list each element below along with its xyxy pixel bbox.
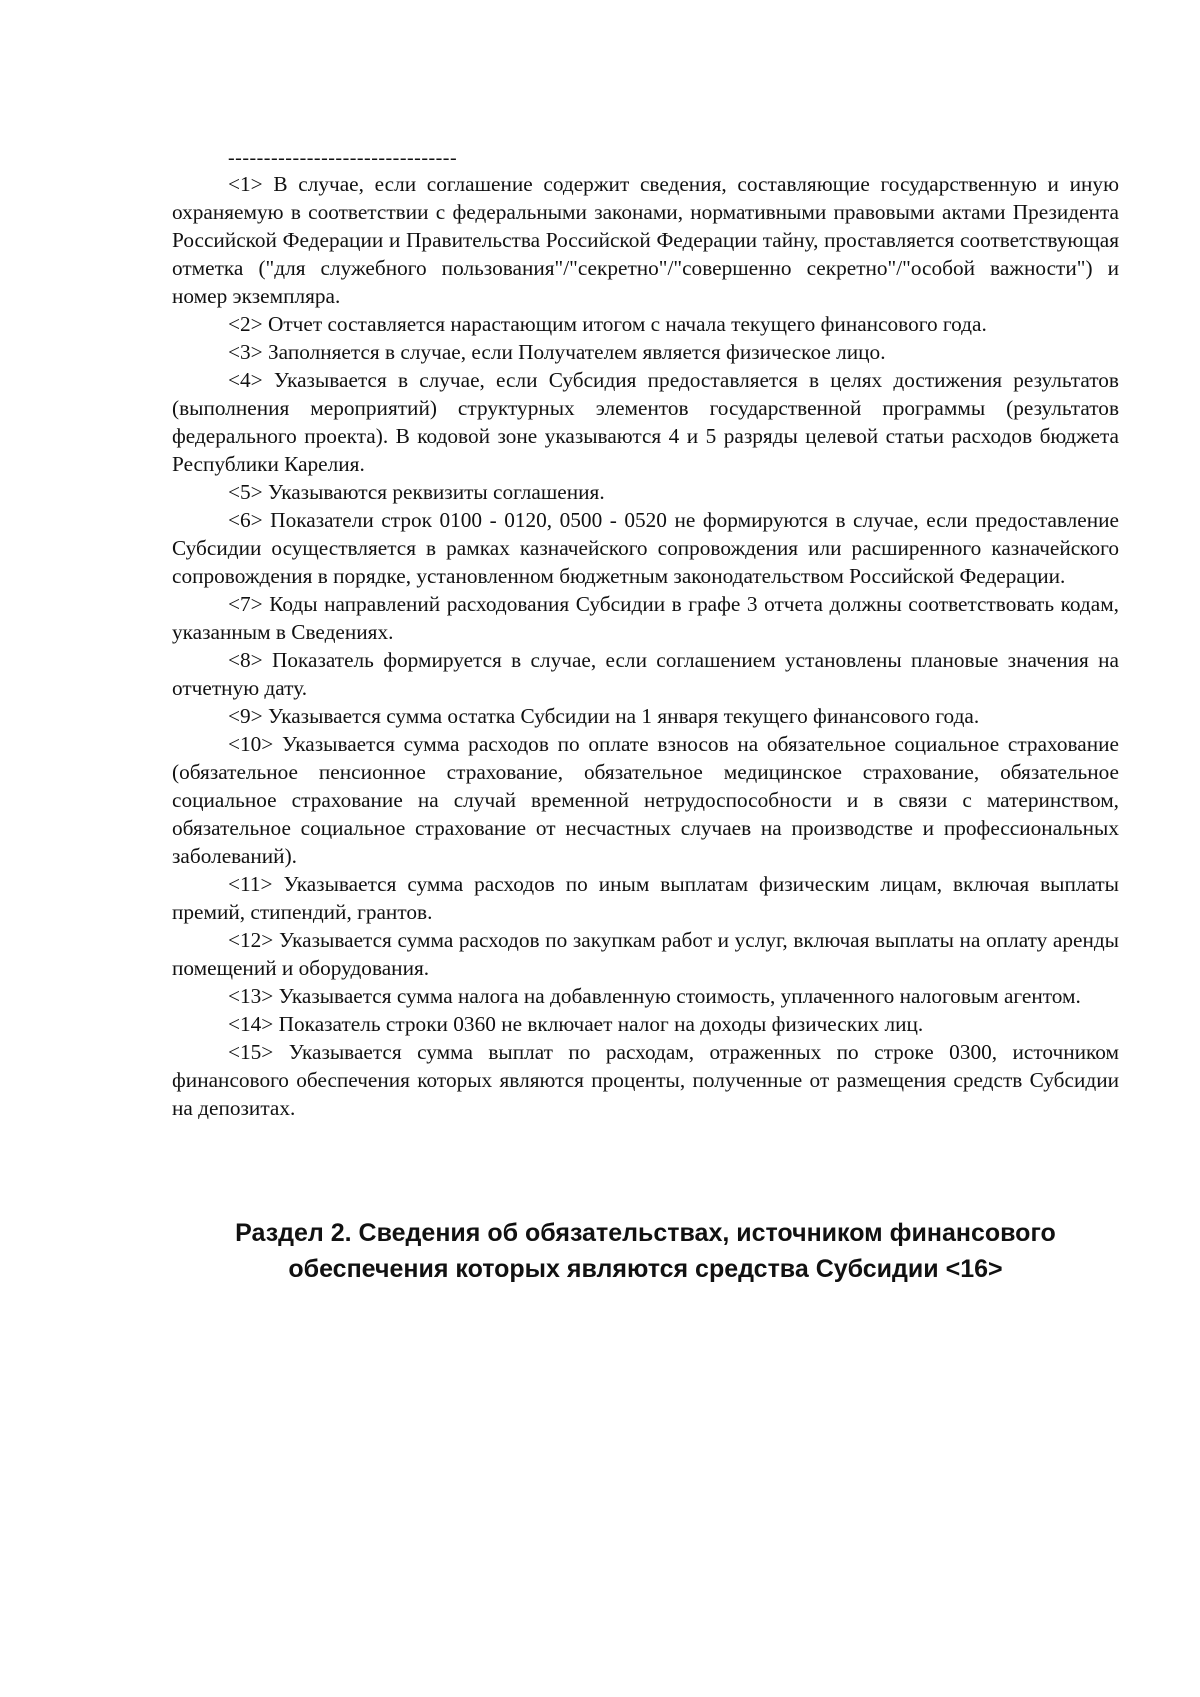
footnote-13: <13> Указывается сумма налога на добавленную стоимость, уплаченного налоговым агентом. (228, 984, 1081, 1008)
footnote-1: <1> В случае, если соглашение содержит сведения, составляющие государственную и иную охраняемую в соответствии с федеральными законами, нормативными правовыми актами Президента Российской Федерации и Правительства Российской Федерации тайну, проставляется соответствующая отметка ("для служебного пользования"/"секретно"/"совершенно секретно"/"особой важности") и номер экземпляра. (172, 172, 1119, 308)
footnotes-block (172, 148, 1119, 1122)
footnote-4: <4> Указывается в случае, если Субсидия предоставляется в целях достижения результатов (выполнения мероприятий) структурных элементов государственной программы (результатов федерального проекта). В кодовой зоне указываются 4 и 5 разряды целевой статьи расходов бюджета Республики Карелия. (172, 368, 1119, 476)
section-title-line-1: Раздел 2. Сведения об обязательствах, источником финансового (235, 1219, 1056, 1247)
footnote-8: <8> Показатель формируется в случае, если соглашением установлены плановые значения на отчетную дату. (172, 648, 1119, 700)
footnote-11: <11> Указывается сумма расходов по иным выплатам физическим лицам, включая выплаты премий, стипендий, грантов. (172, 872, 1119, 924)
footnote-12: <12> Указывается сумма расходов по закупкам работ и услуг, включая выплаты на оплату аренды помещений и оборудования. (172, 928, 1119, 980)
section-title-line-2: обеспечения которых являются средства Субсидии <16> (288, 1255, 1003, 1283)
footnote-15: <15> Указывается сумма выплат по расходам, отраженных по строке 0300, источником финансового обеспечения которых являются проценты, полученные от размещения средств Субсидии на депозитах. (172, 1040, 1119, 1120)
footnote-10: <10> Указывается сумма расходов по оплате взносов на обязательное социальное страхование (обязательное пенсионное страхование, обязательное медицинское страхование, обязательное социальное страхование на случай временной нетрудоспособности и в связи с материнством, обязательное социальное страхование от несчастных случаев на производстве и профессиональных заболеваний). (172, 732, 1119, 868)
footnote-14: <14> Показатель строки 0360 не включает налог на доходы физических лиц. (228, 1012, 924, 1036)
footnote-9: <9> Указывается сумма остатка Субсидии на 1 января текущего финансового года. (228, 704, 980, 728)
footnote-5: <5> Указываются реквизиты соглашения. (228, 480, 605, 504)
footnote-3: <3> Заполняется в случае, если Получателем является физическое лицо. (228, 340, 886, 364)
section-title (172, 1215, 1119, 1287)
footnote-7: <7> Коды направлений расходования Субсидии в графе 3 отчета должны соответствовать кодам, указанным в Сведениях. (172, 592, 1119, 644)
footnote-2: <2> Отчет составляется нарастающим итогом с начала текущего финансового года. (228, 312, 987, 336)
footnote-6: <6> Показатели строк 0100 - 0120, 0500 - 0520 не формируются в случае, если предоставление Субсидии осуществляется в рамках казначейского сопровождения или расширенного казначейского сопровождения в порядке, установленном бюджетным законодательством Российской Федерации. (172, 508, 1119, 588)
footnote-separator: -------------------------------- (228, 148, 458, 169)
